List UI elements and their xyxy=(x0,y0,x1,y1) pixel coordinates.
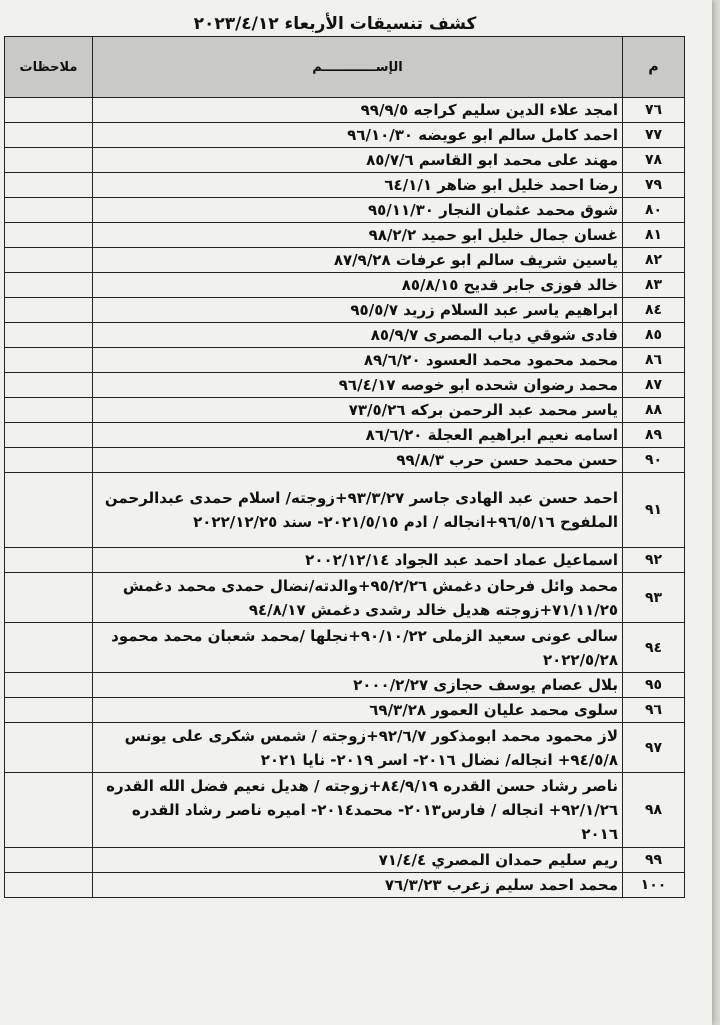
row-number-cell: ٧٧ xyxy=(623,123,685,148)
row-number-cell: ٨٣ xyxy=(623,273,685,298)
row-number-cell: ٨٩ xyxy=(623,423,685,448)
row-notes-cell xyxy=(5,423,93,448)
row-name-cell: شوق محمد عثمان النجار ٩٥/١١/٣٠ xyxy=(93,198,623,223)
row-number-cell: ٩٦ xyxy=(623,698,685,723)
row-notes-cell xyxy=(5,773,93,848)
row-name-cell: خالد فوزى جابر قديح ٨٥/٨/١٥ xyxy=(93,273,623,298)
row-number-cell: ٨٤ xyxy=(623,298,685,323)
row-name-cell: اسامه نعيم ابراهيم العجلة ٨٦/٦/٢٠ xyxy=(93,423,623,448)
row-name-cell: بلال عصام يوسف حجازى ٢٠٠٠/٢/٢٧ xyxy=(93,673,623,698)
table-row xyxy=(5,173,685,198)
row-notes-cell xyxy=(5,173,93,198)
row-number-cell: ٩٨ xyxy=(623,773,685,848)
table-row xyxy=(5,473,685,548)
table-row xyxy=(5,673,685,698)
row-name-cell: احمد كامل سالم ابو عويضه ٩٦/١٠/٣٠ xyxy=(93,123,623,148)
table-row xyxy=(5,448,685,473)
table-header-row xyxy=(5,37,685,98)
row-notes-cell xyxy=(5,223,93,248)
row-notes-cell xyxy=(5,573,93,623)
table-row xyxy=(5,698,685,723)
row-notes-cell xyxy=(5,248,93,273)
row-notes-cell xyxy=(5,548,93,573)
table-row xyxy=(5,873,685,898)
row-number-cell: ٨١ xyxy=(623,223,685,248)
table-row xyxy=(5,123,685,148)
row-notes-cell xyxy=(5,848,93,873)
row-name-cell: امجد علاء الدين سليم كراجه ٩٩/٩/٥ xyxy=(93,98,623,123)
row-number-cell: ٨٢ xyxy=(623,248,685,273)
table-row xyxy=(5,573,685,623)
table-row xyxy=(5,423,685,448)
row-notes-cell xyxy=(5,473,93,548)
row-name-cell: ابراهيم ياسر عبد السلام زريد ٩٥/٥/٧ xyxy=(93,298,623,323)
row-name-cell: اسماعيل عماد احمد عبد الجواد ٢٠٠٢/١٢/١٤ xyxy=(93,548,623,573)
row-notes-cell xyxy=(5,148,93,173)
row-number-cell: ٨٠ xyxy=(623,198,685,223)
row-number-cell: ٩١ xyxy=(623,473,685,548)
row-number-cell: ٨٨ xyxy=(623,398,685,423)
row-number-cell: ٧٨ xyxy=(623,148,685,173)
row-name-cell: فادى شوقي دياب المصرى ٨٥/٩/٧ xyxy=(93,323,623,348)
row-number-cell: ٩٧ xyxy=(623,723,685,773)
row-notes-cell xyxy=(5,873,93,898)
row-number-cell: ٩٥ xyxy=(623,673,685,698)
table-row xyxy=(5,298,685,323)
table-row xyxy=(5,348,685,373)
row-name-cell: سلوى محمد عليان العمور ٦٩/٣/٢٨ xyxy=(93,698,623,723)
row-name-cell: غسان جمال خليل ابو حميد ٩٨/٢/٢ xyxy=(93,223,623,248)
row-name-cell: ريم سليم حمدان المصري ٧١/٤/٤ xyxy=(93,848,623,873)
row-number-cell: ٨٧ xyxy=(623,373,685,398)
row-notes-cell xyxy=(5,323,93,348)
row-name-cell: رضا احمد خليل ابو ضاهر ٦٤/١/١ xyxy=(93,173,623,198)
row-notes-cell xyxy=(5,373,93,398)
row-notes-cell xyxy=(5,698,93,723)
row-number-cell: ٨٦ xyxy=(623,348,685,373)
table-row xyxy=(5,198,685,223)
row-name-cell: محمد محمود محمد العسود ٨٩/٦/٢٠ xyxy=(93,348,623,373)
row-number-cell: ٩٤ xyxy=(623,623,685,673)
table-row xyxy=(5,248,685,273)
row-notes-cell xyxy=(5,448,93,473)
header-number: م xyxy=(623,37,685,98)
table-row xyxy=(5,548,685,573)
row-notes-cell xyxy=(5,348,93,373)
row-number-cell: ٧٩ xyxy=(623,173,685,198)
row-notes-cell xyxy=(5,398,93,423)
row-name-cell: احمد حسن عبد الهادى جاسر ٩٣/٣/٢٧+زوجته/ اسلام حمدى عبدالرحمن الملفوح ٩٦/٥/١٦+انجاله / ادم ٢٠٢١/٥/١٥- سند ٢٠٢٢/١٢/٢٥ xyxy=(93,473,623,548)
row-number-cell: ٩٢ xyxy=(623,548,685,573)
row-name-cell: محمد رضوان شحده ابو خوصه ٩٦/٤/١٧ xyxy=(93,373,623,398)
table-row xyxy=(5,98,685,123)
table-row xyxy=(5,723,685,773)
row-notes-cell xyxy=(5,673,93,698)
row-name-cell: سالى عونى سعيد الزملى ٩٠/١٠/٢٢+نجلها /محمد شعبان محمد محمود ٢٠٢٢/٥/٢٨ xyxy=(93,623,623,673)
row-number-cell: ٩٩ xyxy=(623,848,685,873)
table-row xyxy=(5,273,685,298)
row-name-cell: مهند على محمد ابو القاسم ٨٥/٧/٦ xyxy=(93,148,623,173)
table-row xyxy=(5,398,685,423)
header-name: الإســــــــــــم xyxy=(93,37,623,98)
row-name-cell: لاز محمود محمد ابومذكور ٩٢/٦/٧+زوجته / شمس شكرى على يونس ٩٤/٥/٨+ انجاله/ نضال ٢٠١٦- اسر ٢٠١٩- نايا ٢٠٢١ xyxy=(93,723,623,773)
row-name-cell: ياسين شريف سالم ابو عرفات ٨٧/٩/٢٨ xyxy=(93,248,623,273)
row-number-cell: ٨٥ xyxy=(623,323,685,348)
row-number-cell: ٧٦ xyxy=(623,98,685,123)
table-row xyxy=(5,623,685,673)
table-row xyxy=(5,373,685,398)
table-row xyxy=(5,323,685,348)
header-notes: ملاحظات xyxy=(5,37,93,98)
row-name-cell: حسن محمد حسن حرب ٩٩/٨/٣ xyxy=(93,448,623,473)
table-row xyxy=(5,773,685,848)
row-notes-cell xyxy=(5,273,93,298)
row-notes-cell xyxy=(5,98,93,123)
row-name-cell: ياسر محمد عبد الرحمن بركه ٧٣/٥/٢٦ xyxy=(93,398,623,423)
row-number-cell: ٩٣ xyxy=(623,573,685,623)
table-row xyxy=(5,148,685,173)
row-number-cell: ١٠٠ xyxy=(623,873,685,898)
row-name-cell: محمد احمد سليم زعرب ٧٦/٣/٢٣ xyxy=(93,873,623,898)
row-name-cell: محمد وائل فرحان دغمش ٩٥/٢/٢٦+والدته/نضال حمدى محمد دغمش ٧١/١١/٢٥+زوجته هديل خالد رشدى دغمش ٩٤/٨/١٧ xyxy=(93,573,623,623)
row-notes-cell xyxy=(5,298,93,323)
row-notes-cell xyxy=(5,623,93,673)
row-number-cell: ٩٠ xyxy=(623,448,685,473)
table-row xyxy=(5,223,685,248)
row-notes-cell xyxy=(5,723,93,773)
row-name-cell: ناصر رشاد حسن القدره ٨٤/٩/١٩+زوجته / هديل نعيم فضل الله القدره ٩٢/١/٢٦+ انجاله / فارس٢٠١٣- محمد٢٠١٤- اميره ناصر رشاد القدره ٢٠١٦ xyxy=(93,773,623,848)
document-title: كشف تنسيقات الأربعاء ٢٠٢٣/٤/١٢ xyxy=(193,14,477,34)
table-body xyxy=(5,98,685,898)
row-notes-cell xyxy=(5,123,93,148)
row-notes-cell xyxy=(5,198,93,223)
roster-table xyxy=(4,36,685,898)
table-row xyxy=(5,848,685,873)
